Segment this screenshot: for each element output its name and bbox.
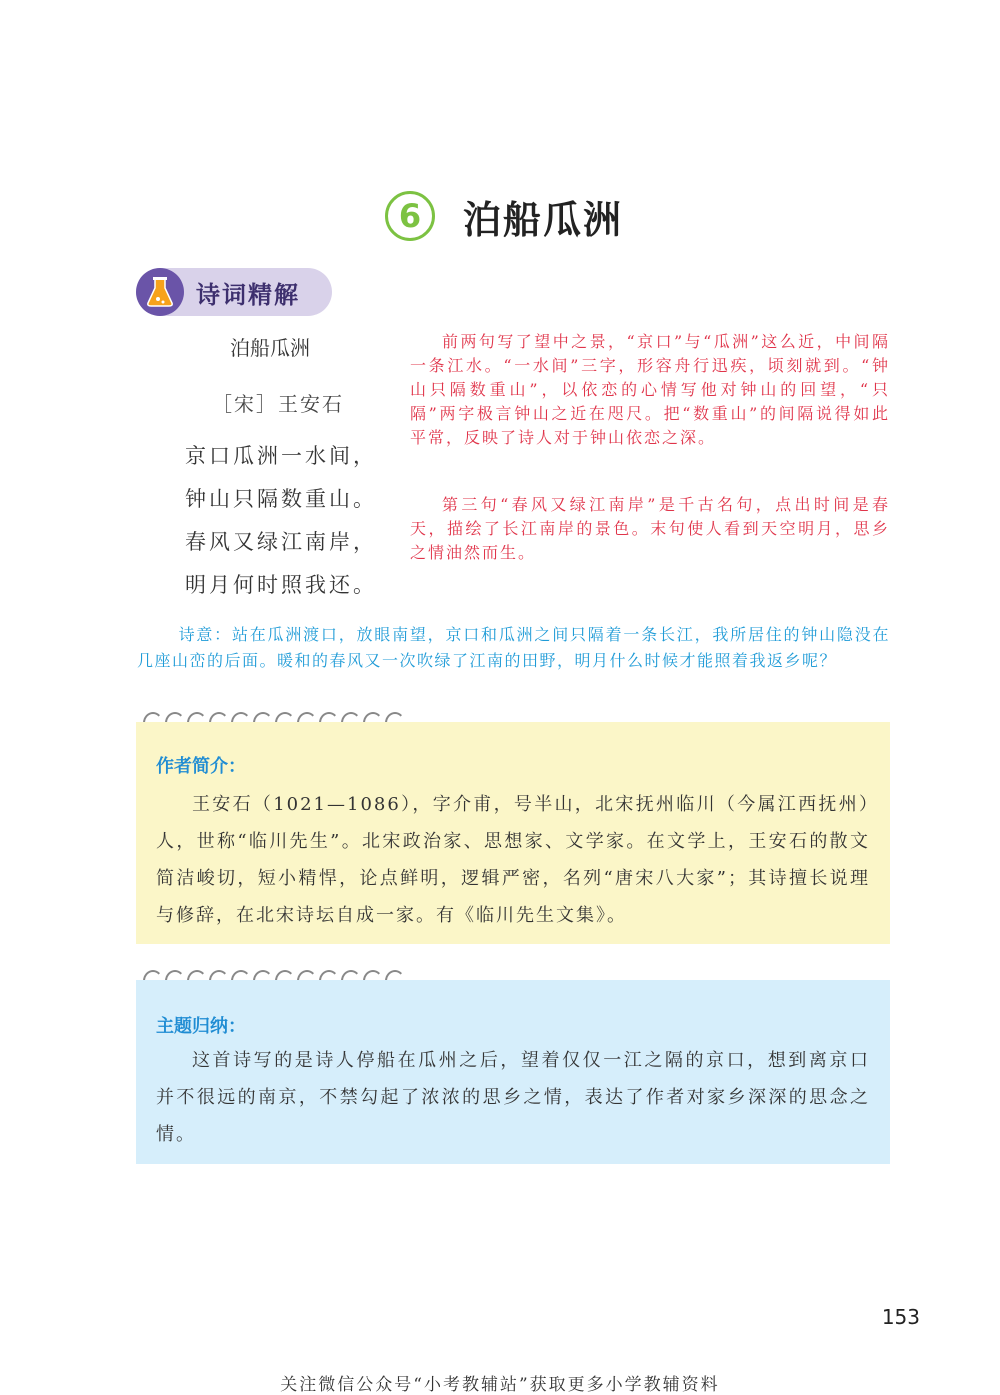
lesson-name: 泊船瓜洲: [463, 197, 624, 242]
poem-author: ［宋］王安石: [212, 392, 344, 416]
poem-line: 京口瓜洲一水间，: [185, 444, 377, 468]
theme-box: [136, 980, 890, 1164]
poem-line: 明月何时照我还。: [185, 573, 377, 597]
poem-meaning: 诗意：站在瓜洲渡口，放眼南望，京口和瓜洲之间只隔着一条长江，我所居住的钟山隐没在几座山峦的后面。暖和的春风又一次吹绿了江南的田野，明月什么时候才能照着我返乡呢？: [137, 625, 890, 670]
section-label: 诗词精解: [196, 280, 300, 309]
poem-line: 春风又绿江南岸，: [185, 530, 377, 554]
poem-title: 泊船瓜洲: [230, 336, 310, 360]
annotation-note: 前两句写了望中之景，“京口”与“瓜洲”这么近，中间隔一条江水。“一水间”三字，形容舟行迅疾，顷刻就到。“钟山只隔数重山”，以依恋的心情写他对钟山的回望，“只隔”两字极言钟山之近在咫尺。把“数重山”的间隔说得如此平常，反映了诗人对于钟山依恋之深。: [410, 332, 890, 447]
page-number: 153: [881, 1305, 920, 1329]
author-box: [136, 722, 890, 944]
poem-line: 钟山只隔数重山。: [185, 487, 377, 511]
theme-heading: 主题归纳：: [156, 1016, 246, 1037]
flask-icon: [136, 268, 184, 316]
author-text: 王安石（1021—1086），字介甫，号半山，北宋抚州临川（今属江西抚州）人，世称“临川先生”。北宋政治家、思想家、文学家。在文学上，王安石的散文简洁峻切，短小精悍，论点鲜明，逻辑严密，名列“唐宋八大家”；其诗擅长说理与修辞，在北宋诗坛自成一家。有《临川先生文集》。: [156, 794, 870, 926]
theme-text: 这首诗写的是诗人停船在瓜州之后，望着仅仅一江之隔的京口，想到离京口并不很远的南京，不禁勾起了浓浓的思乡之情，表达了作者对家乡深深的思念之情。: [156, 1050, 870, 1145]
lesson-title: [385, 186, 623, 246]
author-heading: 作者简介：: [156, 756, 246, 777]
annotation-note: 第三句“春风又绿江南岸”是千古名句，点出时间是春天，描绘了长江南岸的景色。末句使人看到天空明月，思乡之情油然而生。: [410, 495, 890, 562]
section-tag: [136, 268, 332, 316]
lesson-number: 6: [385, 191, 435, 241]
footer-note: 关注微信公众号“小考教辅站”获取更多小学教辅资料: [280, 1375, 720, 1395]
